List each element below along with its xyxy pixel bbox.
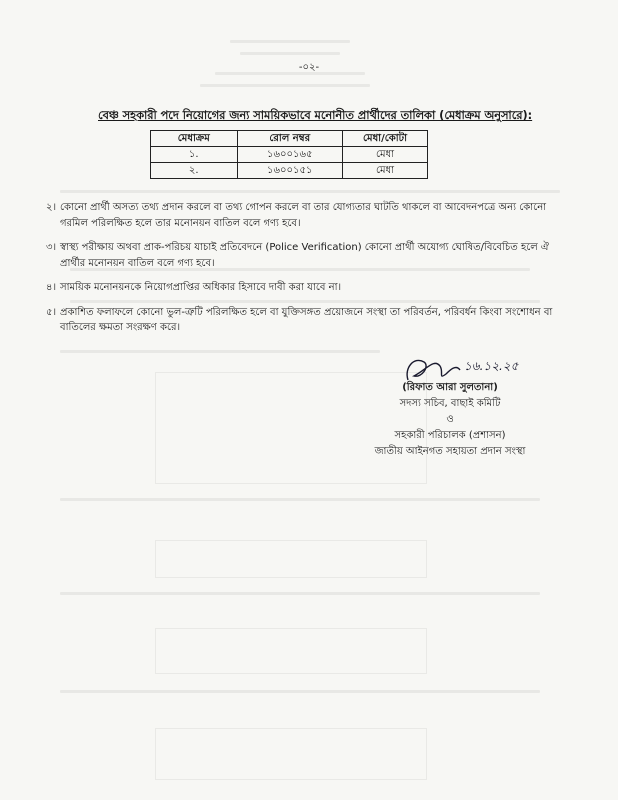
signatory-name: (রিফাত আরা সুলতানা): [402, 382, 498, 393]
quota-cell: মেধা: [343, 163, 428, 179]
clause-text: প্রকাশিত ফলাফলে কোনো ভুল-ত্রুটি পরিলক্ষিত হলে বা যুক্তিসঙ্গত প্রয়োজনে সংস্থা তা পরিবর্তন, পরিবর্ধন কিংবা সংশোধন বা বাতিলের ক্ষমতা সংরক্ষণ করে।: [60, 306, 553, 333]
clause-text: স্বাস্থ্য পরীক্ষায় অথবা প্রাক-পরিচয় যাচাই প্রতিবেদনে (Police Verification) কোনো প্রার্থী অযোগ্য ঘোষিত/বিবেচিত হলে ঐ প্রার্থীর মনোনয়ন বাতিল বলে গণ্য হবে।: [60, 242, 549, 269]
roll-cell: ১৬০০১৬৫: [237, 147, 342, 163]
signature-stroke: [407, 360, 460, 380]
column-header-quota: মেধা/কোটা: [343, 131, 428, 147]
clause-number: ৫।: [46, 306, 57, 318]
merit-list-table: [150, 130, 428, 179]
clause-text: সাময়িক মনোনয়নকে নিয়োগপ্রাপ্তির অধিকার হিসাবে দাবী করা যাবে না।: [60, 282, 342, 293]
signatory-organization: জাতীয় আইনগত সহায়তা প্রদান সংস্থা: [374, 446, 526, 457]
rank-cell: ২.: [151, 163, 238, 179]
signature-date: ১৬.১২.২৫: [464, 359, 519, 373]
table-header-row: [151, 131, 428, 147]
quota-cell: মেধা: [343, 147, 428, 163]
list-item: [46, 200, 566, 231]
roll-cell: ১৬০০১৫১: [237, 163, 342, 179]
clause-number: ২।: [46, 202, 57, 213]
column-header-rank: মেধাক্রম: [151, 131, 238, 147]
signatory-conjunction: ও: [446, 414, 454, 425]
list-item: [46, 240, 566, 271]
signatory-designation-1: সদস্য সচিব, বাছাই কমিটি: [399, 398, 501, 409]
table-row: [151, 163, 428, 179]
rank-cell: ১.: [151, 147, 238, 163]
table-row: [151, 147, 428, 163]
clause-number: ৩।: [46, 242, 57, 253]
page-title: বেঞ্চ সহকারী পদে নিয়োগের জন্য সাময়িকভাবে মনোনীত প্রার্থীদের তালিকা (মেধাক্রম অনুসারে):: [98, 109, 533, 122]
clause-number: ৪।: [46, 282, 57, 293]
signatory-block: [345, 380, 555, 460]
clause-text: কোনো প্রার্থী অসত্য তথ্য প্রদান করলে বা তথ্য গোপন করলে বা তার যোগ্যতার ঘাটতি থাকলে বা আবেদনপত্রে অন্য কোনো গরমিল পরিলক্ষিত হলে তার মনোনয়ন বাতিল বলে গণ্য হবে।: [60, 202, 547, 229]
column-header-roll: রোল নম্বর: [237, 131, 342, 147]
list-item: [46, 305, 566, 336]
list-item: [46, 280, 566, 296]
page-number: -০২-: [298, 62, 320, 73]
conditions-list: [46, 200, 566, 345]
signatory-designation-2: সহকারী পরিচালক (প্রশাসন): [394, 430, 506, 441]
